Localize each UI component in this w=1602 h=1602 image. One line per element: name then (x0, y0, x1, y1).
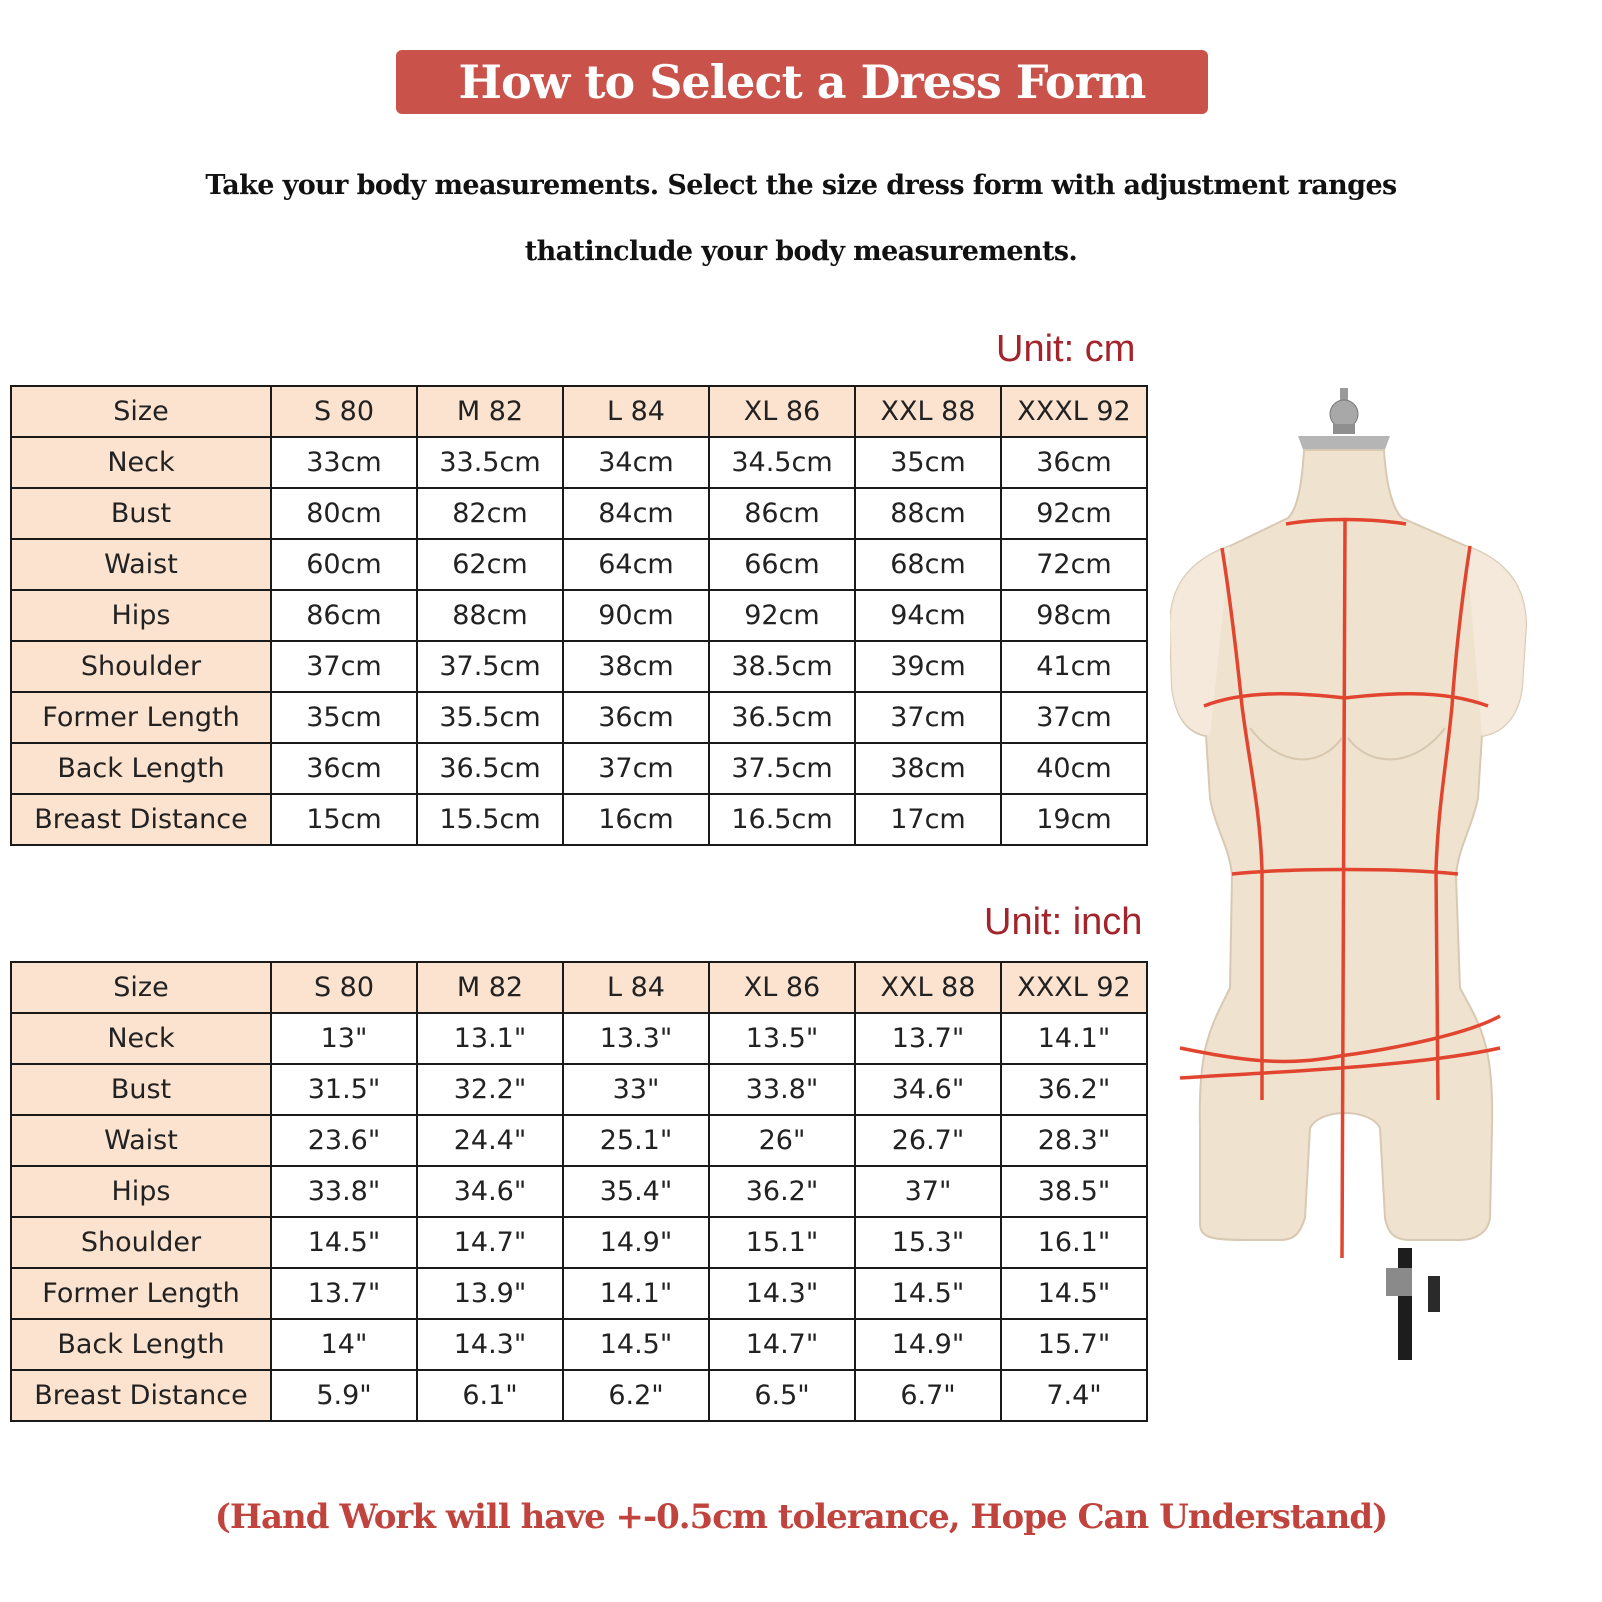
row-label-cell: Hips (11, 1166, 271, 1217)
inch-size-table (10, 961, 1148, 1422)
value-cell: 36cm (1001, 437, 1147, 488)
value-cell: 25.1" (563, 1115, 709, 1166)
row-label-cell: Waist (11, 539, 271, 590)
row-label-cell: Hips (11, 590, 271, 641)
value-cell: 94cm (855, 590, 1001, 641)
value-cell: 7.4" (1001, 1370, 1147, 1421)
row-label-cell: Neck (11, 437, 271, 488)
value-cell: 14.5" (855, 1268, 1001, 1319)
table-row (11, 743, 1147, 794)
header-cell-l-84: L 84 (563, 962, 709, 1013)
value-cell: 15.3" (855, 1217, 1001, 1268)
row-label-cell: Former Length (11, 1268, 271, 1319)
value-cell: 15.1" (709, 1217, 855, 1268)
value-cell: 14" (271, 1319, 417, 1370)
value-cell: 34.6" (417, 1166, 563, 1217)
value-cell: 24.4" (417, 1115, 563, 1166)
value-cell: 86cm (709, 488, 855, 539)
value-cell: 13" (271, 1013, 417, 1064)
value-cell: 40cm (1001, 743, 1147, 794)
value-cell: 14.9" (563, 1217, 709, 1268)
value-cell: 16.1" (1001, 1217, 1147, 1268)
value-cell: 13.9" (417, 1268, 563, 1319)
value-cell: 36cm (271, 743, 417, 794)
value-cell: 37cm (1001, 692, 1147, 743)
table-row (11, 1370, 1147, 1421)
header-cell-xxl-88: XXL 88 (855, 386, 1001, 437)
header-cell-xl-86: XL 86 (709, 962, 855, 1013)
value-cell: 16cm (563, 794, 709, 845)
header-cell-xxl-88: XXL 88 (855, 962, 1001, 1013)
value-cell: 15.7" (1001, 1319, 1147, 1370)
value-cell: 92cm (1001, 488, 1147, 539)
cm-size-table (10, 385, 1148, 846)
value-cell: 88cm (417, 590, 563, 641)
intro-line-2: thatinclude your body measurements. (524, 236, 1078, 267)
value-cell: 14.1" (1001, 1013, 1147, 1064)
value-cell: 80cm (271, 488, 417, 539)
value-cell: 38cm (563, 641, 709, 692)
value-cell: 38.5cm (709, 641, 855, 692)
value-cell: 36.5cm (417, 743, 563, 794)
table-row (11, 590, 1147, 641)
value-cell: 28.3" (1001, 1115, 1147, 1166)
value-cell: 14.5" (271, 1217, 417, 1268)
intro-line-1: Take your body measurements. Select the size dress form with adjustment ranges (205, 170, 1397, 201)
row-label-cell: Breast Distance (11, 1370, 271, 1421)
page-title: How to Select a Dress Form (458, 55, 1146, 109)
value-cell: 90cm (563, 590, 709, 641)
value-cell: 72cm (1001, 539, 1147, 590)
unit-cm-label: Unit: cm (996, 328, 1136, 370)
header-cell-xxxl-92: XXXL 92 (1001, 386, 1147, 437)
table-row (11, 1115, 1147, 1166)
table-row (11, 641, 1147, 692)
value-cell: 37" (855, 1166, 1001, 1217)
value-cell: 35.5cm (417, 692, 563, 743)
value-cell: 23.6" (271, 1115, 417, 1166)
table-row (11, 794, 1147, 845)
value-cell: 38cm (855, 743, 1001, 794)
value-cell: 6.2" (563, 1370, 709, 1421)
row-label-cell: Bust (11, 1064, 271, 1115)
tolerance-note: (Hand Work will have +-0.5cm tolerance, Hope Can Understand) (214, 1497, 1388, 1537)
row-label-cell: Former Length (11, 692, 271, 743)
value-cell: 37cm (271, 641, 417, 692)
header-cell-size: Size (11, 386, 271, 437)
row-label-cell: Back Length (11, 1319, 271, 1370)
value-cell: 26" (709, 1115, 855, 1166)
value-cell: 14.5" (563, 1319, 709, 1370)
value-cell: 82cm (417, 488, 563, 539)
value-cell: 84cm (563, 488, 709, 539)
value-cell: 86cm (271, 590, 417, 641)
value-cell: 14.7" (417, 1217, 563, 1268)
value-cell: 6.7" (855, 1370, 1001, 1421)
value-cell: 13.5" (709, 1013, 855, 1064)
table-row (11, 1064, 1147, 1115)
value-cell: 13.7" (855, 1013, 1001, 1064)
value-cell: 33" (563, 1064, 709, 1115)
value-cell: 14.7" (709, 1319, 855, 1370)
value-cell: 19cm (1001, 794, 1147, 845)
row-label-cell: Waist (11, 1115, 271, 1166)
header-cell-l-84: L 84 (563, 386, 709, 437)
header-cell-m-82: M 82 (417, 386, 563, 437)
value-cell: 15cm (271, 794, 417, 845)
value-cell: 36.5cm (709, 692, 855, 743)
value-cell: 37.5cm (417, 641, 563, 692)
value-cell: 34cm (563, 437, 709, 488)
row-label-cell: Shoulder (11, 1217, 271, 1268)
value-cell: 6.1" (417, 1370, 563, 1421)
table-row (11, 539, 1147, 590)
value-cell: 17cm (855, 794, 1001, 845)
row-label-cell: Shoulder (11, 641, 271, 692)
row-label-cell: Back Length (11, 743, 271, 794)
table-header-row (11, 386, 1147, 437)
value-cell: 33.8" (709, 1064, 855, 1115)
value-cell: 32.2" (417, 1064, 563, 1115)
value-cell: 35cm (271, 692, 417, 743)
header-cell-m-82: M 82 (417, 962, 563, 1013)
value-cell: 62cm (417, 539, 563, 590)
value-cell: 66cm (709, 539, 855, 590)
value-cell: 13.7" (271, 1268, 417, 1319)
value-cell: 13.3" (563, 1013, 709, 1064)
value-cell: 41cm (1001, 641, 1147, 692)
value-cell: 36.2" (709, 1166, 855, 1217)
table-row (11, 1166, 1147, 1217)
value-cell: 33cm (271, 437, 417, 488)
header-cell-xl-86: XL 86 (709, 386, 855, 437)
table-row (11, 488, 1147, 539)
value-cell: 13.1" (417, 1013, 563, 1064)
header-cell-size: Size (11, 962, 271, 1013)
value-cell: 5.9" (271, 1370, 417, 1421)
header-cell-xxxl-92: XXXL 92 (1001, 962, 1147, 1013)
table-row (11, 1319, 1147, 1370)
value-cell: 33.5cm (417, 437, 563, 488)
value-cell: 35.4" (563, 1166, 709, 1217)
value-cell: 14.1" (563, 1268, 709, 1319)
value-cell: 33.8" (271, 1166, 417, 1217)
table-row (11, 1217, 1147, 1268)
value-cell: 26.7" (855, 1115, 1001, 1166)
stand-base-icon (1386, 1248, 1440, 1360)
value-cell: 14.9" (855, 1319, 1001, 1370)
table-row (11, 1268, 1147, 1319)
table-row (11, 692, 1147, 743)
value-cell: 34.6" (855, 1064, 1001, 1115)
row-label-cell: Neck (11, 1013, 271, 1064)
value-cell: 36cm (563, 692, 709, 743)
value-cell: 88cm (855, 488, 1001, 539)
header-cell-s-80: S 80 (271, 962, 417, 1013)
value-cell: 38.5" (1001, 1166, 1147, 1217)
value-cell: 64cm (563, 539, 709, 590)
value-cell: 60cm (271, 539, 417, 590)
value-cell: 14.3" (417, 1319, 563, 1370)
row-label-cell: Breast Distance (11, 794, 271, 845)
value-cell: 92cm (709, 590, 855, 641)
table-header-row (11, 962, 1147, 1013)
table-row (11, 1013, 1147, 1064)
table-row (11, 437, 1147, 488)
value-cell: 6.5" (709, 1370, 855, 1421)
value-cell: 35cm (855, 437, 1001, 488)
value-cell: 37cm (563, 743, 709, 794)
value-cell: 68cm (855, 539, 1001, 590)
dress-form-image (1170, 388, 1542, 1363)
value-cell: 16.5cm (709, 794, 855, 845)
header-cell-s-80: S 80 (271, 386, 417, 437)
value-cell: 14.3" (709, 1268, 855, 1319)
value-cell: 36.2" (1001, 1064, 1147, 1115)
value-cell: 15.5cm (417, 794, 563, 845)
value-cell: 14.5" (1001, 1268, 1147, 1319)
title-banner (396, 50, 1208, 114)
value-cell: 37.5cm (709, 743, 855, 794)
value-cell: 39cm (855, 641, 1001, 692)
value-cell: 34.5cm (709, 437, 855, 488)
row-label-cell: Bust (11, 488, 271, 539)
unit-inch-label: Unit: inch (984, 901, 1143, 943)
value-cell: 31.5" (271, 1064, 417, 1115)
value-cell: 37cm (855, 692, 1001, 743)
value-cell: 98cm (1001, 590, 1147, 641)
stand-knob-icon (1298, 388, 1390, 452)
